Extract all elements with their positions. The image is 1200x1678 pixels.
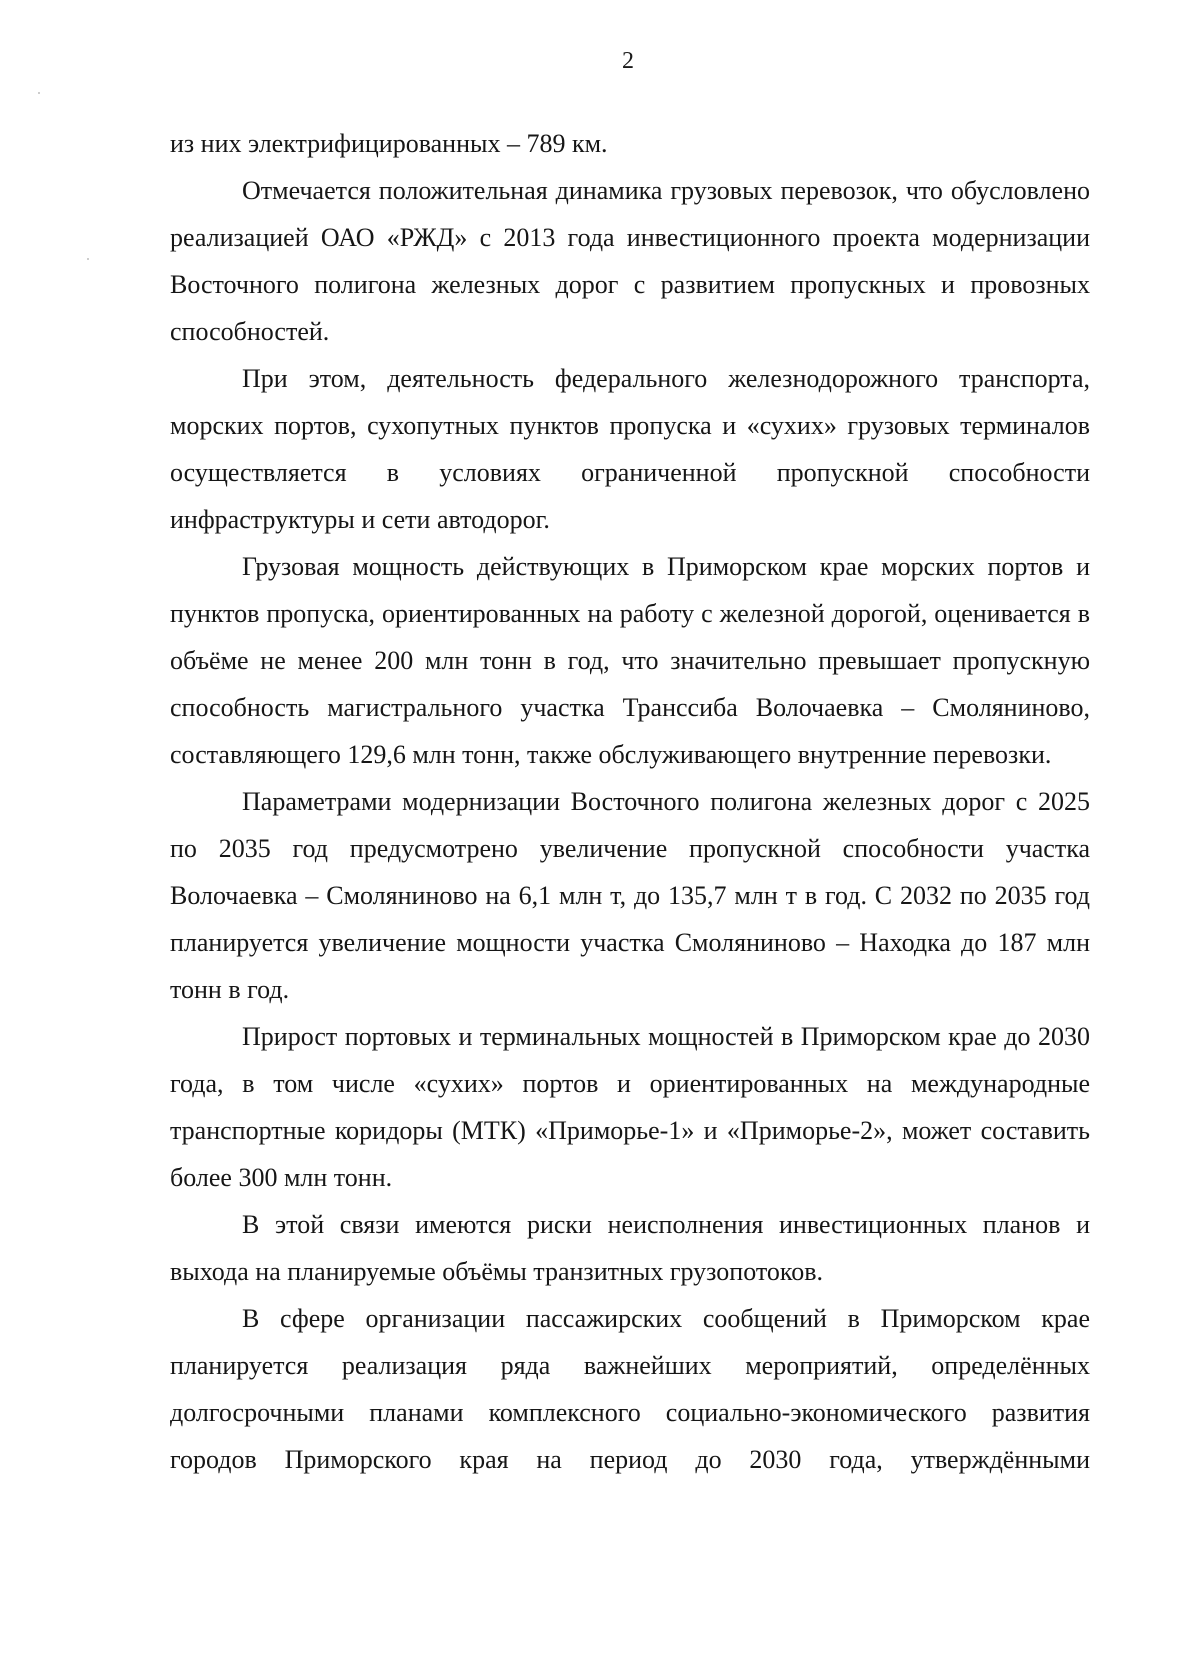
paragraph-6: Прирост портовых и терминальных мощностей в Приморском крае до 2030 года, в том числе «сухих» портов и ориентированных на международные транспортные коридоры (МТК) «Приморье-1» и «Приморье-2», может составить более 300 млн тонн. (170, 1022, 1090, 1192)
paragraph-3: При этом, деятельность федерального железнодорожного транспорта, морских портов, сухопутных пунктов пропуска и «сухих» грузовых терминалов осуществляется в условиях ограниченной пропускной способности инфраструктуры и сети автодорог. (170, 364, 1090, 534)
paragraph-8: В сфере организации пассажирских сообщений в Приморском крае планируется реализация ряда важнейших мероприятий, определённых долгосрочными планами комплексного социально-экономического развития городов Приморского края на период до 2030 года, утверждёнными (170, 1304, 1090, 1474)
paragraph-7: В этой связи имеются риски неисполнения инвестиционных планов и выхода на планируемые объёмы транзитных грузопотоков. (170, 1210, 1090, 1286)
scan-speck (87, 258, 89, 260)
scan-speck (38, 92, 40, 94)
page-number: 2 (622, 48, 634, 74)
paragraph-1: из них электрифицированных – 789 км. (170, 129, 608, 158)
document-body (170, 120, 1090, 1483)
paragraph-4: Грузовая мощность действующих в Приморском крае морских портов и пунктов пропуска, ориентированных на работу с железной дорогой, оценивается в объёме не менее 200 млн тонн в год, что значительно превышает пропускную способность магистрального участка Транссиба Волочаевка – Смоляниново, составляющего 129,6 млн тонн, также обслуживающего внутренние перевозки. (170, 552, 1090, 769)
paragraph-5: Параметрами модернизации Восточного полигона железных дорог с 2025 по 2035 год предусмотрено увеличение пропускной способности участка Волочаевка – Смоляниново на 6,1 млн т, до 135,7 млн т в год. С 2032 по 2035 год планируется увеличение мощности участка Смоляниново – Находка до 187 млн тонн в год. (170, 787, 1090, 1004)
paragraph-2: Отмечается положительная динамика грузовых перевозок, что обусловлено реализацией ОАО «РЖД» с 2013 года инвестиционного проекта модернизации Восточного полигона железных дорог с развитием пропускных и провозных способностей. (170, 176, 1090, 346)
